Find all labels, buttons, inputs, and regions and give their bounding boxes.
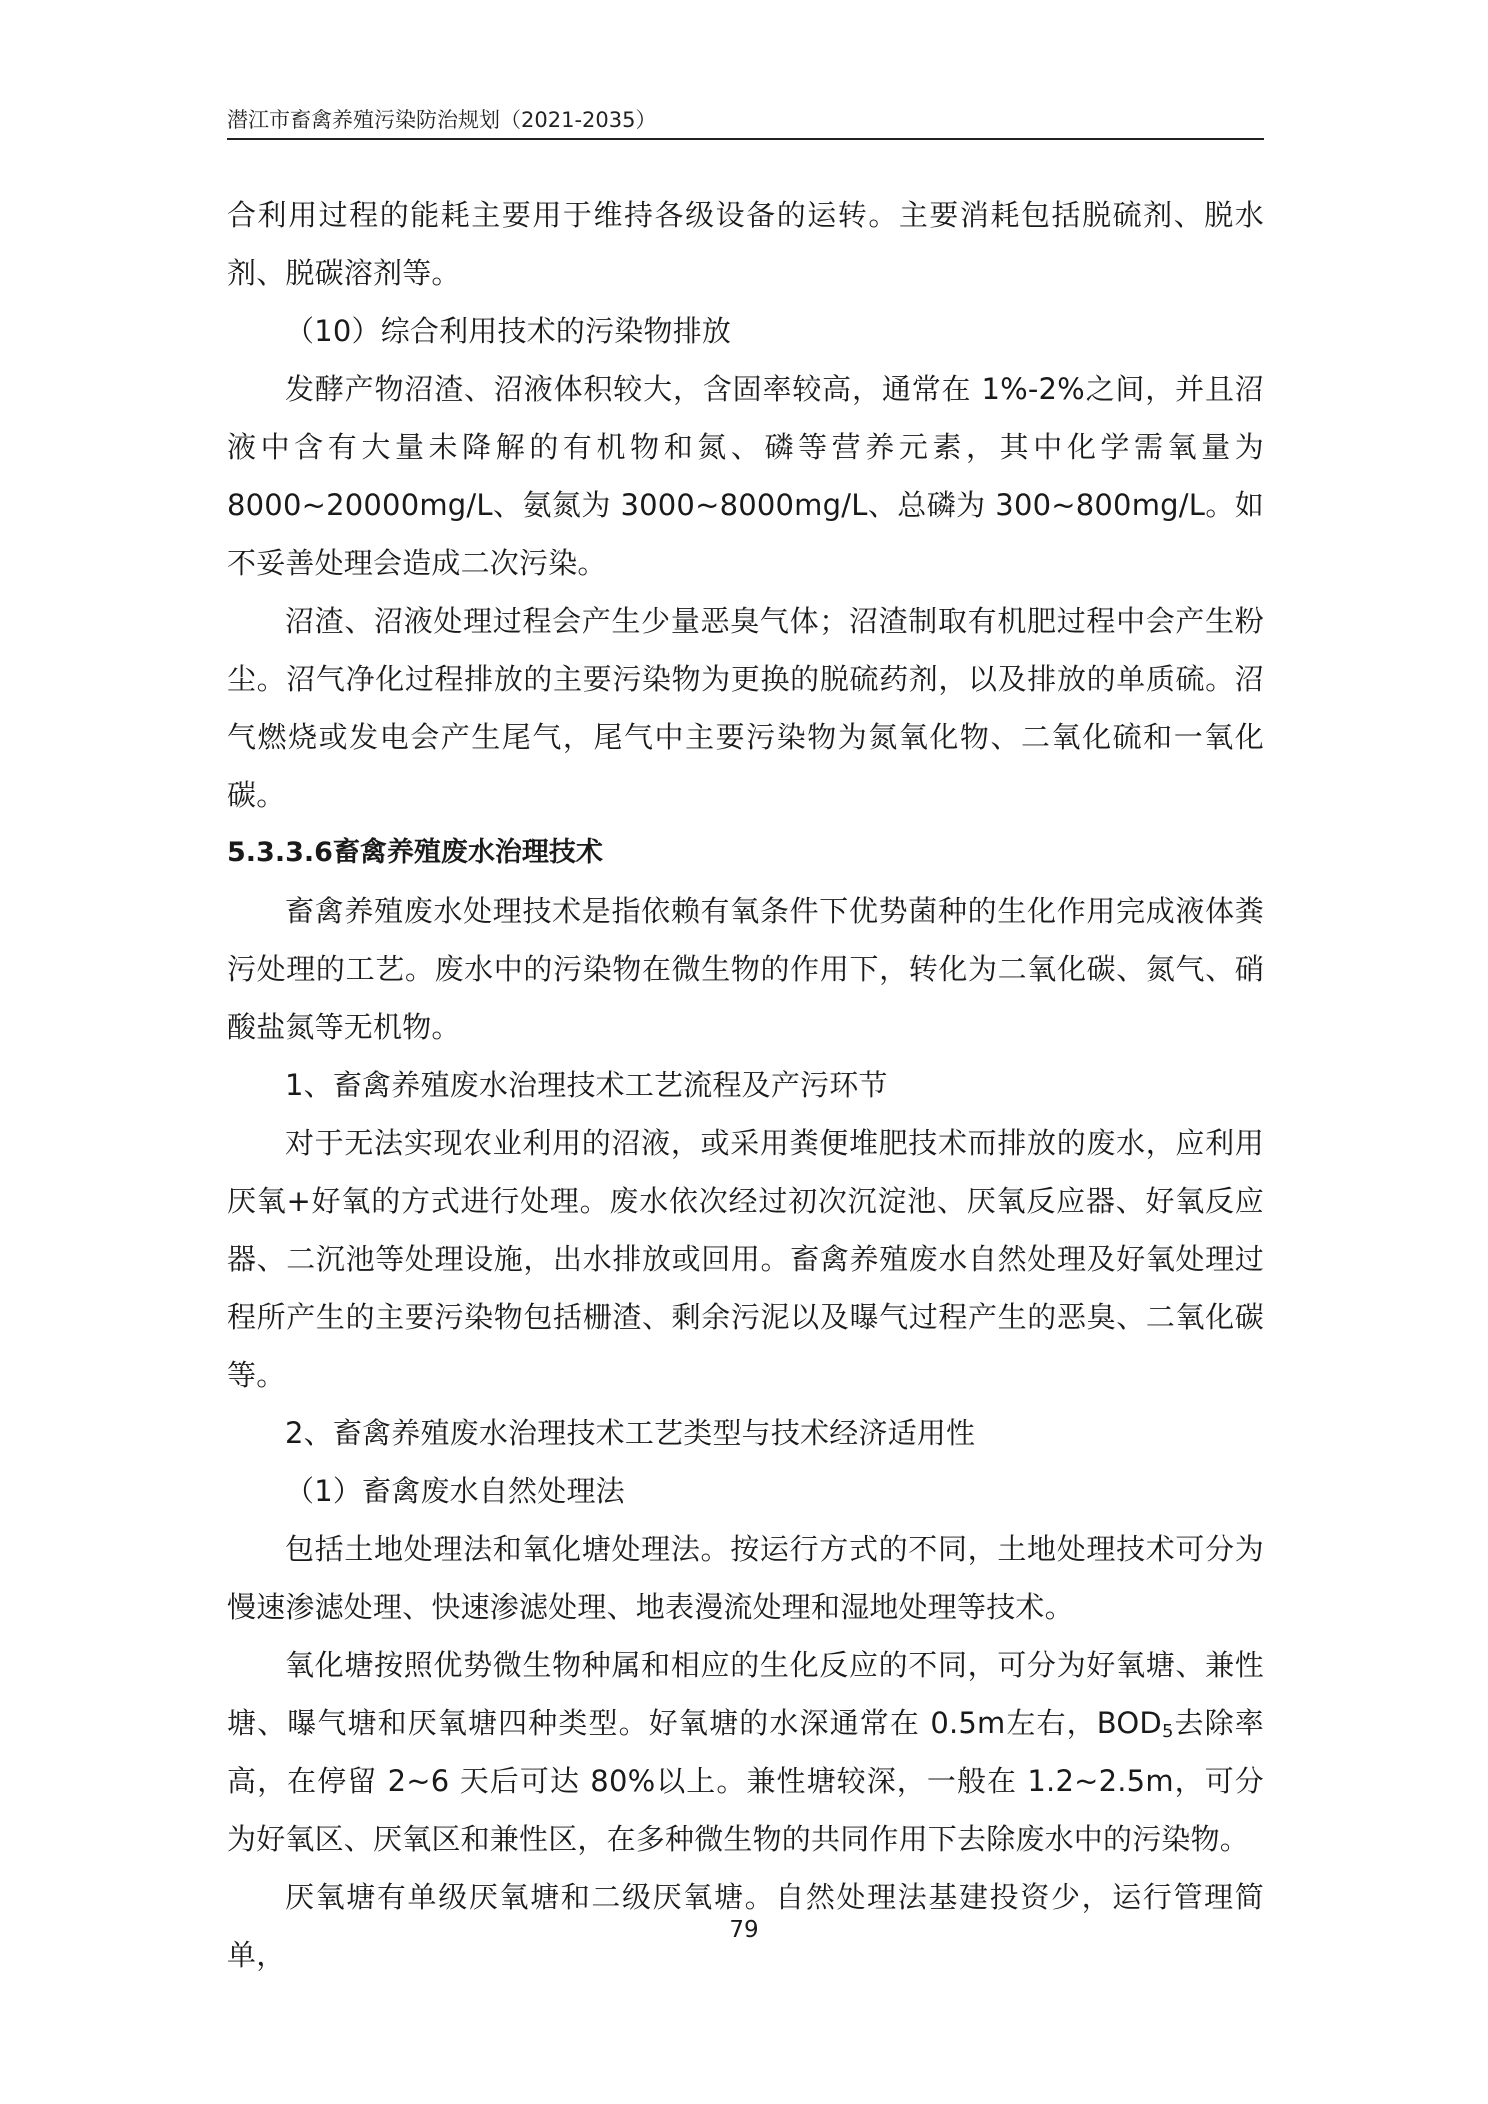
oxidation-pond-text-b: 去除率高，在停留 2~6 天后可达 80%以上。兼性塘较深，一般在 1.2~2.5m，可分为好氧区、厌氧区和兼性区，在多种微生物的共同作用下去除废水中的污染物。 <box>227 1706 1264 1856</box>
paragraph-anaerobic-pond: 厌氧塘有单级厌氧塘和二级厌氧塘。自然处理法基建投资少，运行管理简单， <box>227 1880 1264 1972</box>
paragraph-wastewater-definition: 畜禽养殖废水处理技术是指依赖有氧条件下优势菌种的生化作用完成液体粪污处理的工艺。废水中的污染物在微生物的作用下，转化为二氧化碳、氮气、硝酸盐氮等无机物。 <box>227 894 1264 1044</box>
subheading-process-flow: 1、畜禽养殖废水治理技术工艺流程及产污环节 <box>285 1068 888 1102</box>
section-heading: 5.3.3.6畜禽养殖废水治理技术 <box>227 837 603 868</box>
paragraph-anaerobic-aerobic: 对于无法实现农业利用的沼液，或采用粪便堆肥技术而排放的废水，应利用厌氧+好氧的方式进行处理。废水依次经过初次沉淀池、厌氧反应器、好氧反应器、二沉池等处理设施，出水排放或回用。畜禽养殖废水自然处理及好氧处理过程所产生的主要污染物包括栅渣、剩余污泥以及曝气过程产生的恶臭、二氧化碳等。 <box>227 1126 1264 1392</box>
paragraph-oxidation-pond <box>227 1636 1264 1868</box>
oxidation-pond-text-a: 氧化塘按照优势微生物种属和相应的生化反应的不同，可分为好氧塘、兼性塘、曝气塘和厌氧塘四种类型。好氧塘的水深通常在 0.5m左右，BOD <box>227 1648 1264 1740</box>
header-title: 潜江市畜禽养殖污染防治规划（2021-2035） <box>227 108 657 132</box>
page-number: 79 <box>729 1917 759 1943</box>
document-body <box>227 186 1264 1984</box>
paragraph-continuation: 合利用过程的能耗主要用于维持各级设备的运转。主要消耗包括脱硫剂、脱水剂、脱碳溶剂等。 <box>227 198 1264 290</box>
paragraph-odor-emissions: 沼渣、沼液处理过程会产生少量恶臭气体；沼渣制取有机肥过程中会产生粉尘。沼气净化过程排放的主要污染物为更换的脱硫药剂，以及排放的单质硫。沼气燃烧或发电会产生尾气，尾气中主要污染物为氮氧化物、二氧化硫和一氧化碳。 <box>227 604 1264 812</box>
subsection-item-10: （10）综合利用技术的污染物排放 <box>285 314 732 348</box>
paragraph-land-treatment: 包括土地处理法和氧化塘处理法。按运行方式的不同，土地处理技术可分为慢速渗滤处理、快速渗滤处理、地表漫流处理和湿地处理等技术。 <box>227 1532 1264 1624</box>
bod-subscript: 5 <box>1161 1721 1174 1742</box>
subheading-process-types: 2、畜禽养殖废水治理技术工艺类型与技术经济适用性 <box>285 1416 976 1450</box>
page-header <box>227 104 1264 140</box>
subheading-natural-treatment: （1）畜禽废水自然处理法 <box>285 1474 625 1508</box>
paragraph-digestate-properties: 发酵产物沼渣、沼液体积较大，含固率较高，通常在 1%-2%之间，并且沼液中含有大量未降解的有机物和氮、磷等营养元素，其中化学需氧量为 8000~20000mg/L、氨氮为 3000~8000mg/L、总磷为 300~800mg/L。如不妥善处理会造成二次污染。 <box>227 372 1264 580</box>
